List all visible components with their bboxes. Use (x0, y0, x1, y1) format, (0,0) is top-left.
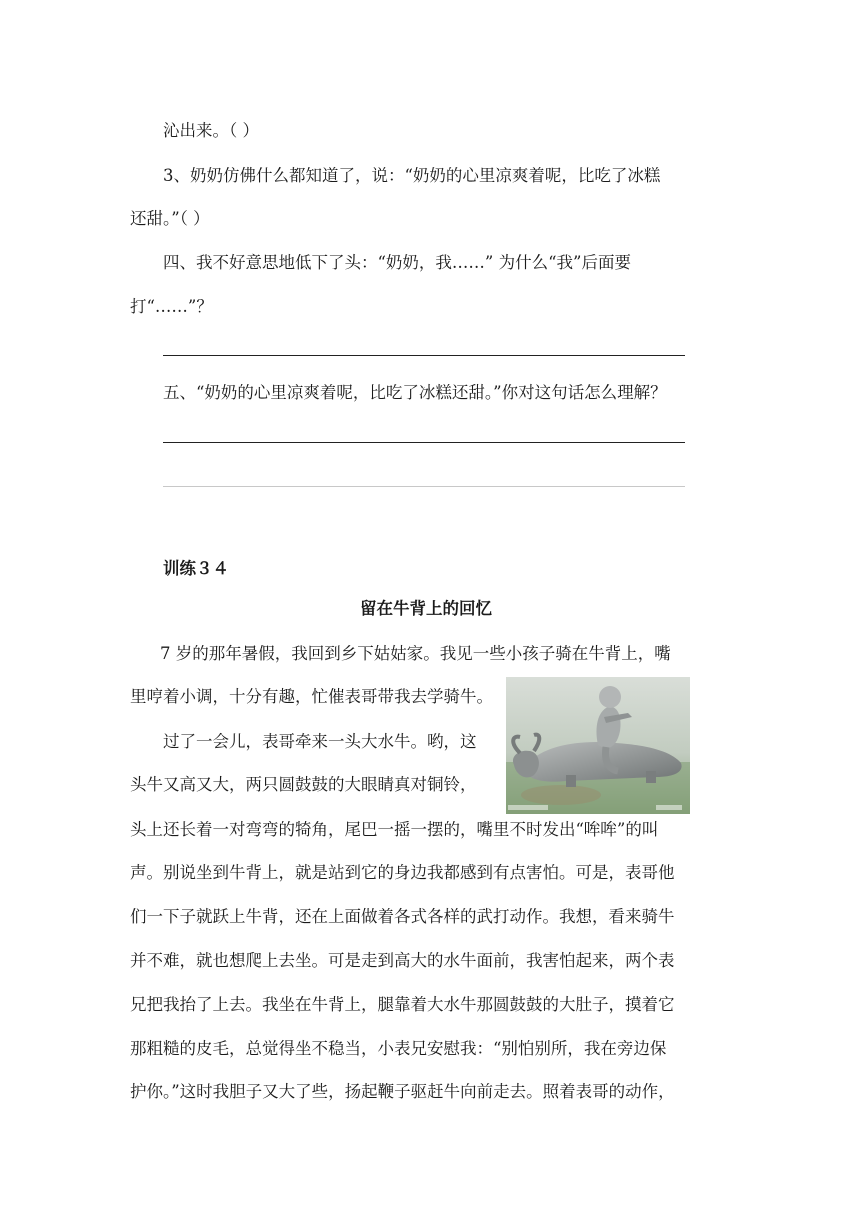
question-4: 四、我不好意思地低下了头：“奶奶，我……” 为什么“我”后面要 (163, 253, 631, 272)
article-line: 7 岁的那年暑假，我回到乡下姑姑家。我见一些小孩子骑在牛背上，嘴 (160, 644, 671, 663)
question-5: 五、“奶奶的心里凉爽着呢，比吃了冰糕还甜。”你对这句话怎么理解？ (163, 383, 667, 402)
statue-photo (506, 677, 690, 814)
article-title: 留在牛背上的回忆 (360, 599, 492, 618)
answer-line[interactable] (163, 355, 685, 356)
answer-line[interactable] (163, 442, 685, 443)
article-line: 兄把我抬了上去。我坐在牛背上，腿靠着大水牛那圆鼓鼓的大肚子，摸着它 (130, 995, 675, 1014)
answer-line[interactable] (163, 486, 685, 487)
text-line: 沁出来。（ ） (163, 121, 259, 140)
statue-illustration (506, 677, 690, 814)
article-line: 里哼着小调，十分有趣，忙催表哥带我去学骑牛。 (130, 687, 493, 706)
article-line: 头牛又高又大，两只圆鼓鼓的大眼睛真对铜铃， (130, 775, 477, 794)
article-line: 并不难，就也想爬上去坐。可是走到高大的水牛面前，我害怕起来，两个表 (130, 951, 675, 970)
text-line: 打“……”？ (130, 297, 213, 316)
question-3: 3、奶奶仿佛什么都知道了，说：“奶奶的心里凉爽着呢，比吃了冰糕 (163, 166, 661, 185)
article-line: 护你。”这时我胆子又大了些，扬起鞭子驱赶牛向前走去。照着表哥的动作， (130, 1082, 675, 1101)
section-heading: 训练３４ (163, 559, 229, 578)
article-line: 声。别说坐到牛背上，就是站到它的身边我都感到有点害怕。可是，表哥他 (130, 863, 675, 882)
text-line: 还甜。”（ ） (130, 209, 210, 228)
article-line: 们一下子就跃上牛背，还在上面做着各式各样的武打动作。我想，看来骑牛 (130, 907, 675, 926)
article-line: 那粗糙的皮毛，总觉得坐不稳当，小表兄安慰我：“别怕别所，我在旁边保 (130, 1039, 667, 1058)
article-line: 头上还长着一对弯弯的犄角，尾巴一摇一摆的，嘴里不时发出“哞哞”的叫 (130, 820, 659, 839)
article-line: 过了一会儿，表哥牵来一头大水牛。哟，这 (163, 732, 477, 751)
